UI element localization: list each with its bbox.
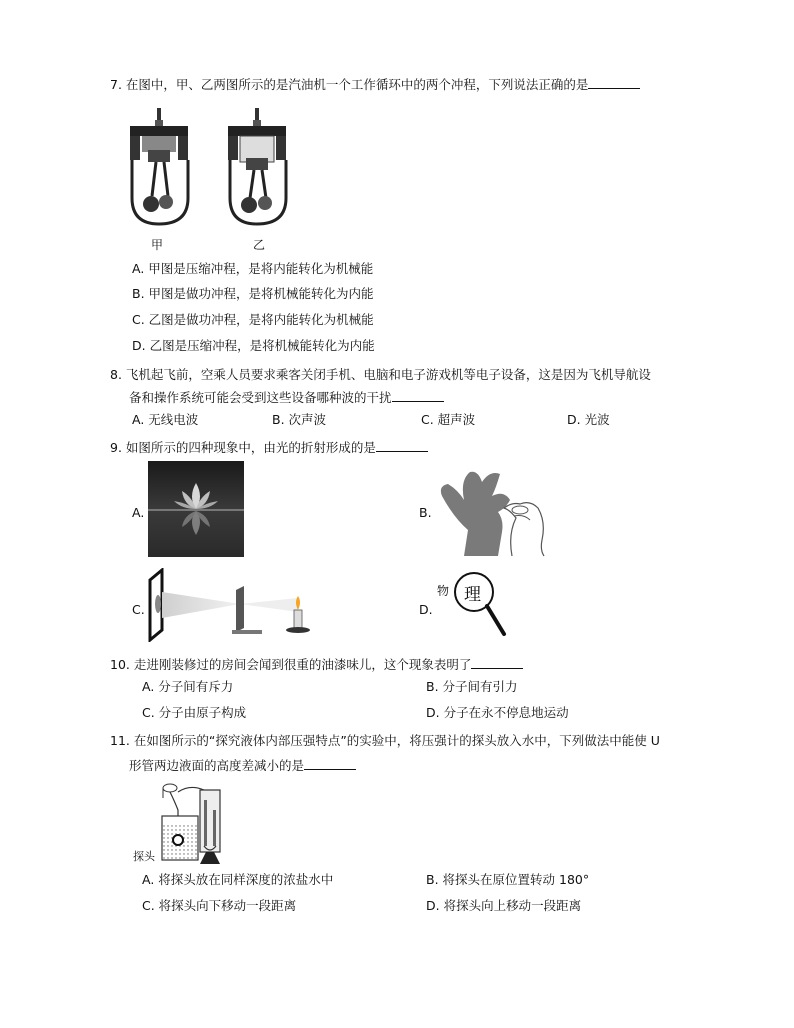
q10-option-a[interactable]: A. 分子间有斥力 bbox=[142, 679, 234, 694]
q7-option-c[interactable]: C. 乙图是做功冲程，是将内能转化为机械能 bbox=[132, 312, 374, 327]
question-11-line1: 11. 在如图所示的“探究液体内部压强特点”的实验中，将压强计的探头放入水中，下列做法中能使 U bbox=[110, 733, 660, 748]
answer-blank bbox=[304, 757, 356, 770]
engine-figure-yi bbox=[224, 106, 294, 236]
q8-option-d[interactable]: D. 光波 bbox=[567, 412, 610, 427]
hand-shadow-image bbox=[434, 460, 550, 558]
probe-label: 探头 bbox=[133, 850, 155, 863]
question-8-line2: 备和操作系统可能会受到这些设备哪种波的干扰 bbox=[129, 389, 444, 407]
q11-option-d[interactable]: D. 将探头向上移动一段距离 bbox=[426, 898, 582, 913]
q8-option-a[interactable]: A. 无线电波 bbox=[132, 412, 199, 427]
answer-blank bbox=[376, 439, 428, 452]
answer-blank bbox=[392, 389, 444, 402]
q10-option-b[interactable]: B. 分子间有引力 bbox=[426, 679, 518, 694]
q11-option-a[interactable]: A. 将探头放在同样深度的浓盐水中 bbox=[142, 872, 334, 887]
question-9-text: 9. 如图所示的四种现象中，由光的折射形成的是 bbox=[110, 439, 428, 457]
question-10-text: 10. 走进刚装修过的房间会闻到很重的油漆味儿，这个现象表明了 bbox=[110, 656, 523, 674]
engine-figure-jia bbox=[126, 106, 196, 236]
q9-label-a[interactable]: A. bbox=[132, 505, 145, 520]
question-8-line1: 8. 飞机起飞前，空乘人员要求乘客关闭手机、电脑和电子游戏机等电子设备，这是因为飞机导航设 bbox=[110, 367, 651, 382]
q7-option-b[interactable]: B. 甲图是做功冲程，是将机械能转化为内能 bbox=[132, 286, 374, 301]
lotus-reflection-image bbox=[148, 461, 244, 557]
q8-option-b[interactable]: B. 次声波 bbox=[272, 412, 327, 427]
q9-label-b[interactable]: B. bbox=[419, 505, 432, 520]
label-yi: 乙 bbox=[253, 238, 266, 252]
pinhole-camera-image bbox=[148, 568, 314, 642]
q7-option-d[interactable]: D. 乙图是压缩冲程，是将机械能转化为内能 bbox=[132, 338, 375, 353]
answer-blank bbox=[471, 656, 523, 669]
q9-label-c[interactable]: C. bbox=[132, 602, 145, 617]
q8-option-c[interactable]: C. 超声波 bbox=[421, 412, 476, 427]
label-jia: 甲 bbox=[151, 238, 164, 252]
answer-blank bbox=[588, 76, 640, 89]
q11-option-c[interactable]: C. 将探头向下移动一段距离 bbox=[142, 898, 297, 913]
q9-label-d[interactable]: D. bbox=[419, 602, 433, 617]
q11-option-b[interactable]: B. 将探头在原位置转动 180° bbox=[426, 872, 590, 887]
question-11-line2: 形管两边液面的高度差减小的是 bbox=[129, 757, 356, 775]
q7-option-a[interactable]: A. 甲图是压缩冲程，是将内能转化为机械能 bbox=[132, 261, 374, 276]
magnifier-inside-char: 理 bbox=[464, 585, 481, 605]
q10-option-c[interactable]: C. 分子由原子构成 bbox=[142, 705, 247, 720]
magnifier-outside-char: 物 bbox=[437, 584, 450, 598]
q10-option-d[interactable]: D. 分子在永不停息地运动 bbox=[426, 705, 569, 720]
question-7-text: 7. 在图中，甲、乙两图所示的是汽油机一个工作循环中的两个冲程，下列说法正确的是 bbox=[110, 76, 640, 94]
